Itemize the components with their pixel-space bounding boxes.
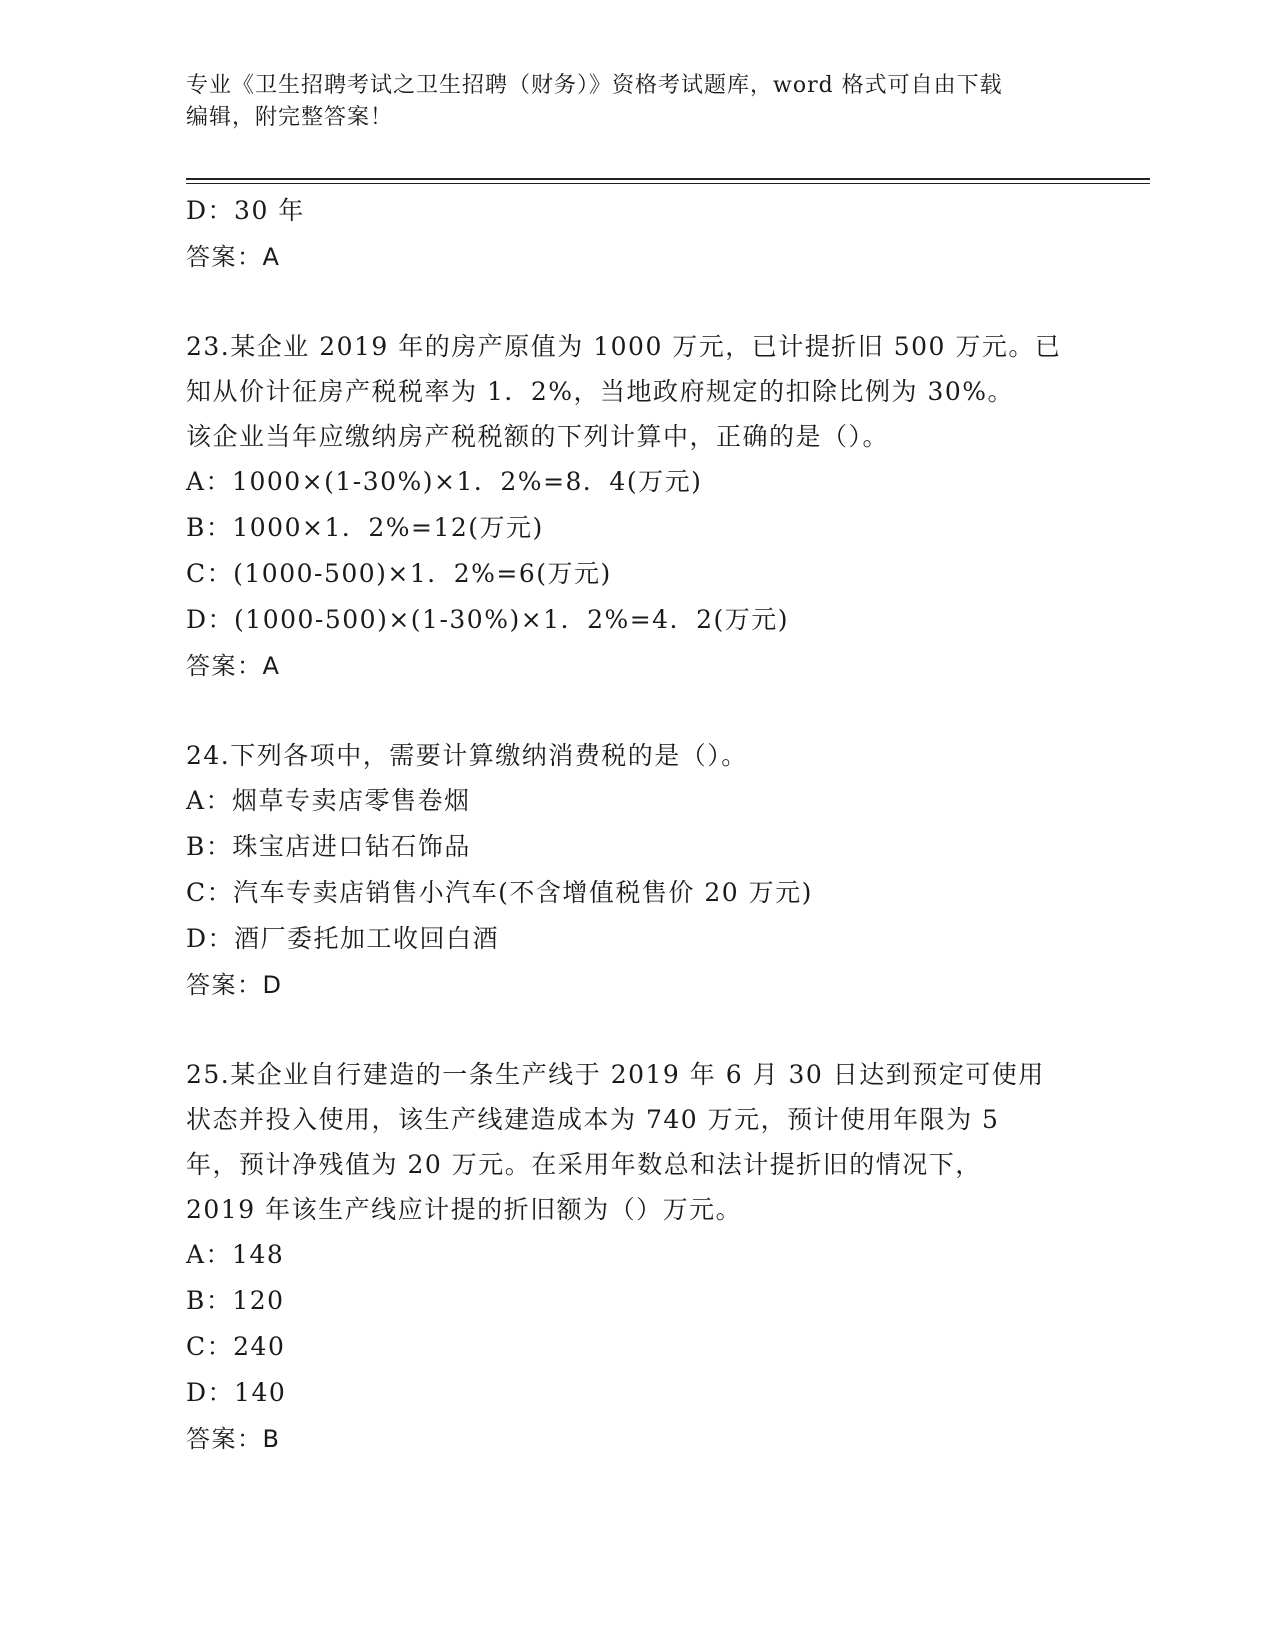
option-b: B：1000×1．2%=12(万元) — [186, 513, 544, 542]
question-stem-line: 状态并投入使用，该生产线建造成本为 740 万元，预计使用年限为 5 — [186, 1105, 1000, 1134]
spacer — [186, 280, 1086, 324]
option-a: A：1000×(1-30%)×1．2%=8．4(万元) — [186, 467, 703, 496]
option-d: D：(1000-500)×(1-30%)×1．2%=4．2(万元) — [186, 605, 789, 634]
answer: 答案：A — [186, 652, 281, 680]
option-b: B：120 — [186, 1286, 285, 1315]
question-stem-line: 23.某企业 2019 年的房产原值为 1000 万元，已计提折旧 500 万元。已 — [186, 332, 1062, 361]
answer: 答案：B — [186, 1425, 281, 1453]
question-list — [186, 188, 1086, 1462]
question-24 — [186, 733, 1086, 778]
question-25 — [186, 1052, 1086, 1232]
question-stem-line: 知从价计征房产税税率为 1．2%，当地政府规定的扣除比例为 30%。 — [186, 377, 1015, 406]
option-a: A：148 — [186, 1240, 285, 1269]
question-stem-line: 年，预计净残值为 20 万元。在采用年数总和法计提折旧的情况下， — [186, 1150, 982, 1179]
question-stem-line: 24.下列各项中，需要计算缴纳消费税的是（）。 — [186, 741, 748, 770]
header-divider-thin — [186, 183, 1150, 184]
header-line-2: 编辑，附完整答案！ — [186, 105, 394, 130]
option-c: C：240 — [186, 1332, 286, 1361]
header-line-1: 专业《卫生招聘考试之卫生招聘（财务）》资格考试题库，word 格式可自由下载 — [186, 73, 1003, 98]
question-stem-line: 该企业当年应缴纳房产税税额的下列计算中，正确的是（）。 — [186, 422, 890, 451]
option-c: C：(1000-500)×1．2%=6(万元) — [186, 559, 612, 588]
question-23 — [186, 324, 1086, 459]
prev-answer: 答案：A — [186, 243, 281, 271]
option-b: B：珠宝店进口钻石饰品 — [186, 832, 471, 861]
spacer — [186, 1008, 1086, 1052]
option-d: D：酒厂委托加工收回白酒 — [186, 924, 500, 953]
document-header — [186, 70, 1086, 134]
header-divider — [186, 178, 1150, 180]
prev-option-d: D：30 年 — [186, 196, 305, 225]
answer: 答案：D — [186, 971, 283, 999]
option-c: C：汽车专卖店销售小汽车(不含增值税售价 20 万元) — [186, 878, 813, 907]
option-d: D：140 — [186, 1378, 287, 1407]
question-stem-line: 25.某企业自行建造的一条生产线于 2019 年 6 月 30 日达到预定可使用 — [186, 1060, 1045, 1089]
option-a: A：烟草专卖店零售卷烟 — [186, 786, 471, 815]
spacer — [186, 689, 1086, 733]
question-stem-line: 2019 年该生产线应计提的折旧额为（）万元。 — [186, 1195, 743, 1224]
